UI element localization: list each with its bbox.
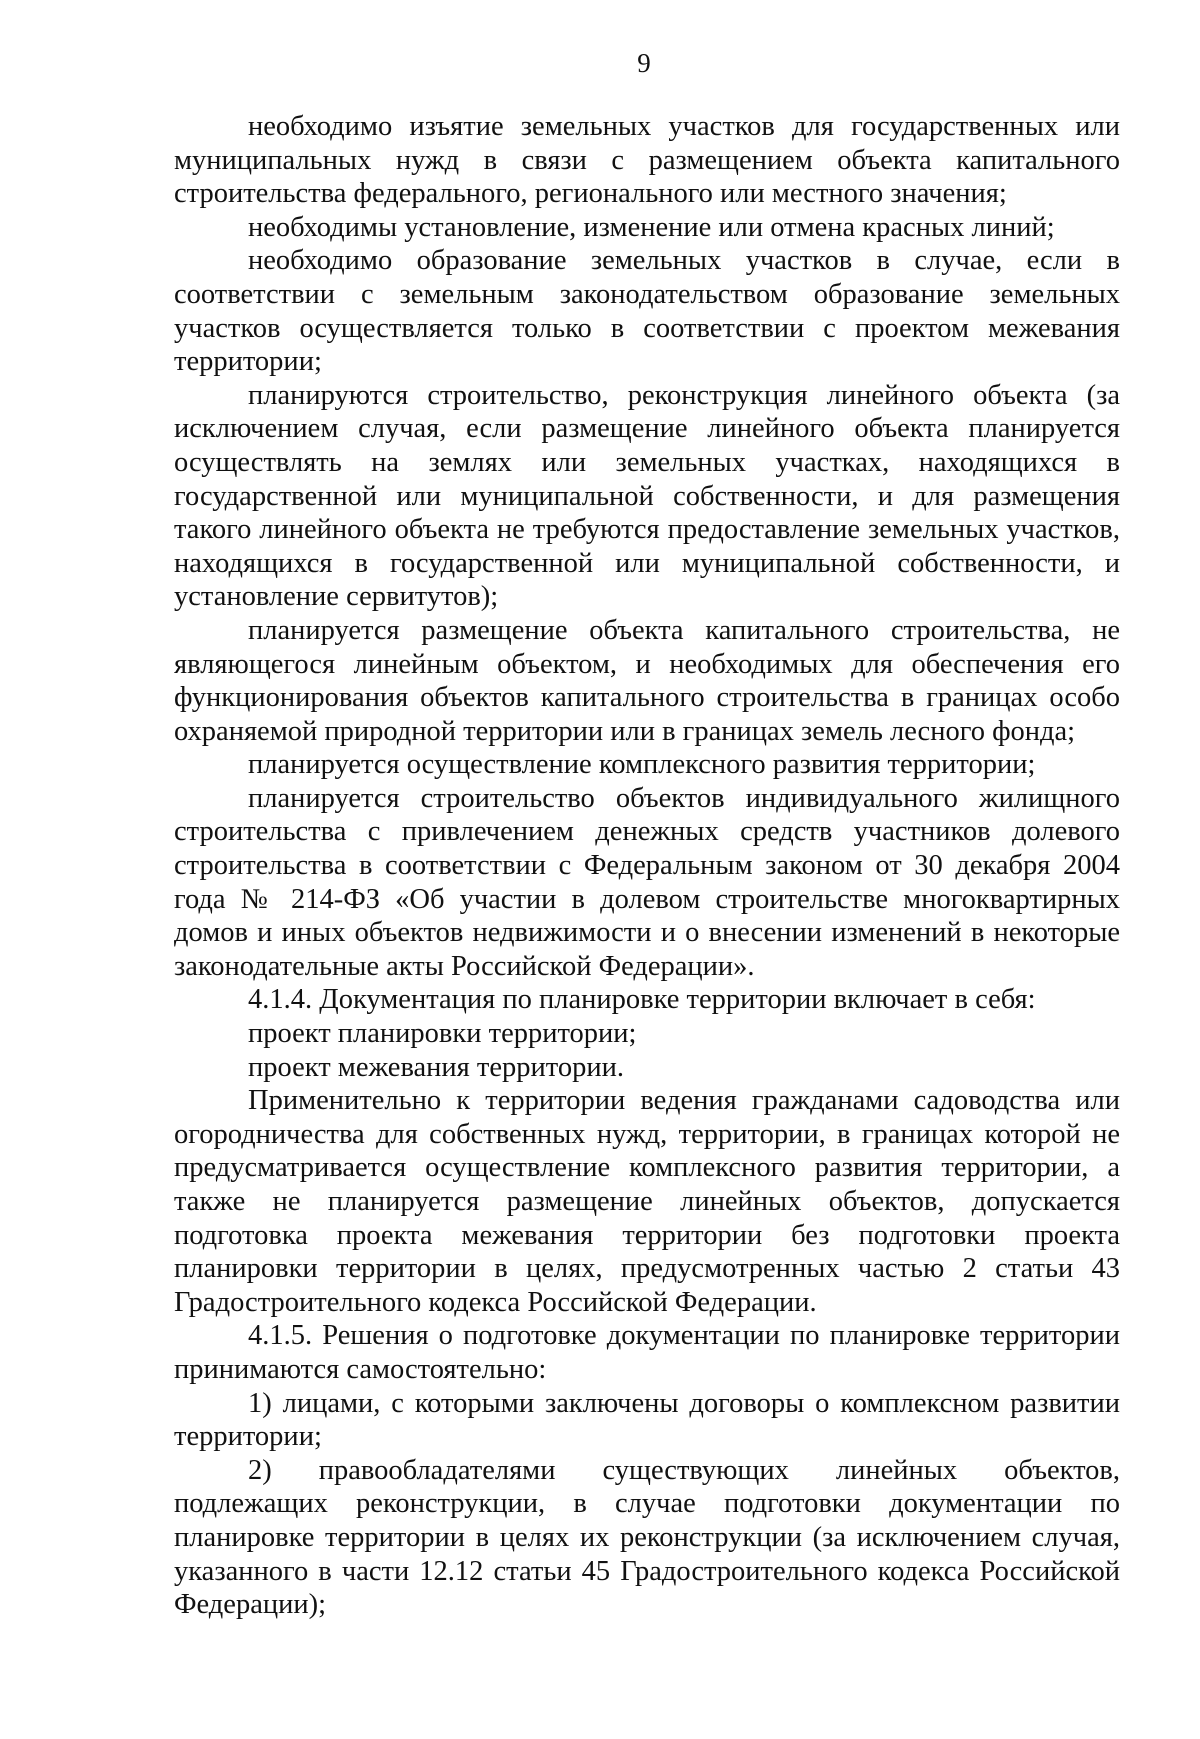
paragraph: необходимо изъятие земельных участков для государственных или муниципальных нужд в связи с размещением объекта капитального строительства федерального, регионального или местного значения; (174, 111, 1120, 210)
paragraph: планируется строительство объектов индивидуального жилищного строительства с привлечением денежных средств участников долевого строительства в соответствии с Федеральным законом от 30 декабря 2004 года № 214-ФЗ «Об участии в долевом строительстве многоквартирных домов и иных объектов недвижимости и о внесении изменений в некоторые законодательные акты Российской Федерации». (174, 782, 1120, 982)
section-heading-4-1-5: 4.1.5. Решения о подготовке документации по планировке территории принимаются самостоятельно: (174, 1320, 1120, 1385)
paragraph: проект планировки территории; (248, 1018, 637, 1050)
paragraph: необходимы установление, изменение или отмена красных линий; (248, 211, 1055, 243)
paragraph: проект межевания территории. (248, 1051, 624, 1083)
document-body (174, 110, 1120, 1622)
list-item: 1) лицами, с которыми заключены договоры о комплексном развитии территории; (174, 1387, 1120, 1453)
section-heading-4-1-4: 4.1.4. Документация по планировке территории включает в себя: (248, 984, 1036, 1016)
page-number: 9 (637, 48, 651, 78)
paragraph: планируются строительство, реконструкция линейного объекта (за исключением случая, если размещение линейного объекта планируется осуществлять на землях или земельных участках, находящихся в государственной или муниципальной собственности, и для размещения такого линейного объекта не требуются предоставление земельных участков, находящихся в государственной или муниципальной собственности, и установление сервитутов); (174, 379, 1120, 613)
paragraph: планируется размещение объекта капитального строительства, не являющегося линейным объектом, и необходимых для обеспечения его функционирования объектов капитального строительства в границах особо охраняемой природной территории или в границах земель лесного фонда; (174, 614, 1120, 747)
paragraph: необходимо образование земельных участков в случае, если в соответствии с земельным законодательством образование земельных участков осуществляется только в соответствии с проектом межевания территории; (174, 245, 1120, 378)
paragraph: планируется осуществление комплексного развития территории; (248, 749, 1036, 781)
list-item: 2) правообладателями существующих линейных объектов, подлежащих реконструкции, в случае подготовки документации по планировке территории в целях их реконструкции (за исключением случая, указанного в части 12.12 статьи 45 Градостроительного кодекса Российской Федерации); (174, 1454, 1120, 1621)
paragraph: Применительно к территории ведения гражданами садоводства или огородничества для собственных нужд, территории, в границах которой не предусматривается осуществление комплексного развития территории, а также не планируется размещение линейных объектов, допускается подготовка проекта межевания территории без подготовки проекта планировки территории в целях, предусмотренных частью 2 статьи 43 Градостроительного кодекса Российской Федерации. (174, 1085, 1120, 1318)
